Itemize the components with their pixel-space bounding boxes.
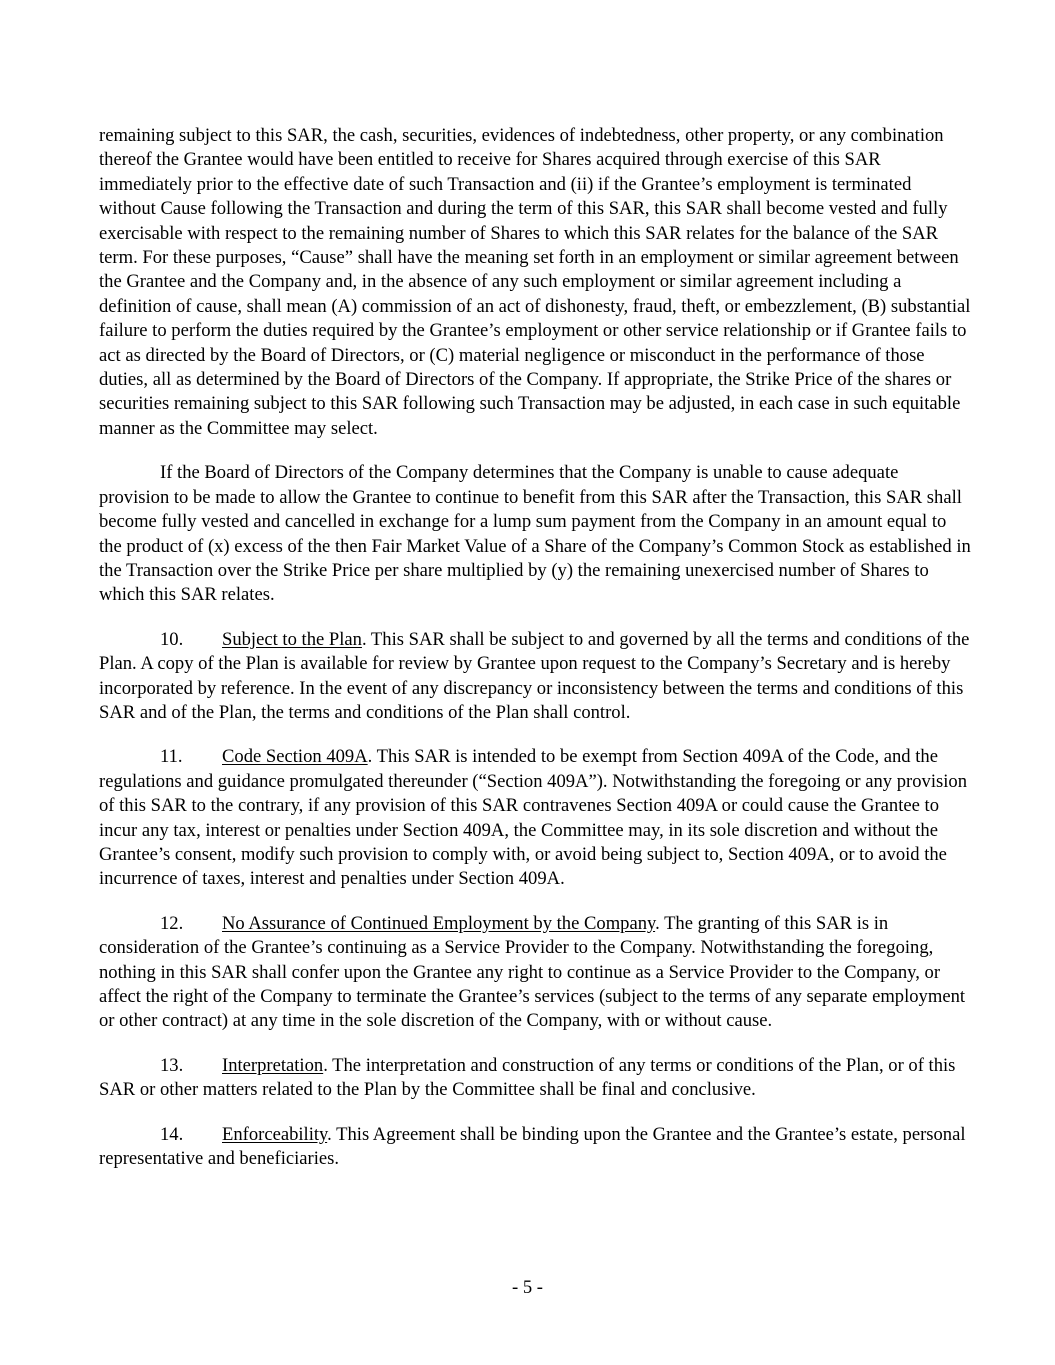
section-body: . The granting of this SAR is in consideration of the Grantee’s continuing as a Service Provider to the Company. Notwithstanding the foregoing, nothing in this SAR shall confer upon the Grantee any right to continue as a Service Provider to the Company, or affect the right of the Company to terminate the Grantee’s services (subject to the terms of any separate employment or other contract) at any time in the sole discretion of the Company, with or without cause.: [99, 912, 966, 1032]
section-10: [99, 628, 971, 726]
section-number: 11.: [160, 746, 183, 768]
section-heading: Interpretation: [222, 1054, 324, 1076]
continuation-paragraph: remaining subject to this SAR, the cash, securities, evidences of indebtedness, other property, or any combination thereof the Grantee would have been entitled to receive for Shares acquired through exercise of this SAR immediately prior to the effective date of such Transaction and (ii) if the Grantee’s employment is terminated without Cause following the Transaction and during the term of this SAR, this SAR shall become vested and fully exercisable with respect to the remaining number of Shares to which this SAR relates for the balance of the SAR term. For these purposes, “Cause” shall have the meaning set forth in an employment or similar agreement between the Grantee and the Company and, in the absence of any such employment or similar agreement including a definition of cause, shall mean (A) commission of an act of dishonesty, fraud, theft, or embezzlement, (B) substantial failure to perform the duties required by the Grantee’s employment or other service relationship or if Grantee fails to act as directed by the Board of Directors, or (C) material negligence or misconduct in the performance of those duties, all as determined by the Board of Directors of the Company. If appropriate, the Strike Price of the shares or securities remaining subject to this SAR following such Transaction may be adjusted, in each case in such equitable manner as the Committee may select.: [99, 125, 971, 439]
section-body: . This SAR is intended to be exempt from Section 409A of the Code, and the regulations and guidance promulgated thereunder (“Section 409A”). Notwithstanding the foregoing or any provision of this SAR to the contrary, if any provision of this SAR contravenes Section 409A or could cause the Grantee to incur any tax, interest or penalties under Section 409A, the Committee may, in its sole discretion and without the Grantee’s consent, modify such provision to comply with, or avoid being subject to, Section 409A, or to avoid the incurrence of taxes, interest and penalties under Section 409A.: [99, 746, 967, 890]
section-body: . This SAR shall be subject to and governed by all the terms and conditions of the Plan. A copy of the Plan is available for review by Grantee upon request to the Company’s Secretary and is hereby incorporated by reference. In the event of any discrepancy or inconsistency between the terms and conditions of this SAR and of the Plan, the terms and conditions of the Plan shall control.: [99, 628, 970, 723]
section-number: 10.: [160, 628, 184, 650]
section-body: . The interpretation and construction of any terms or conditions of the Plan, or of this SAR or other matters related to the Plan by the Committee shall be final and conclusive.: [99, 1054, 956, 1101]
section-number: 14.: [160, 1123, 184, 1145]
board-paragraph: If the Board of Directors of the Company determines that the Company is unable to cause adequate provision to be made to allow the Grantee to continue to benefit from this SAR after the Transaction, this SAR shall become fully vested and cancelled in exchange for a lump sum payment from the Company in an amount equal to the product of (x) excess of the then Fair Market Value of a Share of the Company’s Common Stock as established in the Transaction over the Strike Price per share multiplied by (y) the remaining unexercised number of Shares to which this SAR relates.: [99, 462, 971, 606]
page-number: - 5 -: [512, 1277, 543, 1298]
section-heading: No Assurance of Continued Employment by the Company: [222, 912, 656, 934]
section-heading: Enforceability: [222, 1123, 328, 1145]
section-body: . This Agreement shall be binding upon the Grantee and the Grantee’s estate, personal representative and beneficiaries.: [99, 1123, 966, 1170]
section-heading: Subject to the Plan: [222, 628, 362, 650]
document-page: [99, 124, 971, 1171]
section-12: [99, 912, 971, 1034]
section-13: [99, 1054, 971, 1103]
section-14: [99, 1123, 971, 1172]
section-number: 12.: [160, 912, 184, 934]
section-heading: Code Section 409A: [222, 746, 368, 768]
section-11: [99, 745, 971, 891]
section-number: 13.: [160, 1054, 184, 1076]
